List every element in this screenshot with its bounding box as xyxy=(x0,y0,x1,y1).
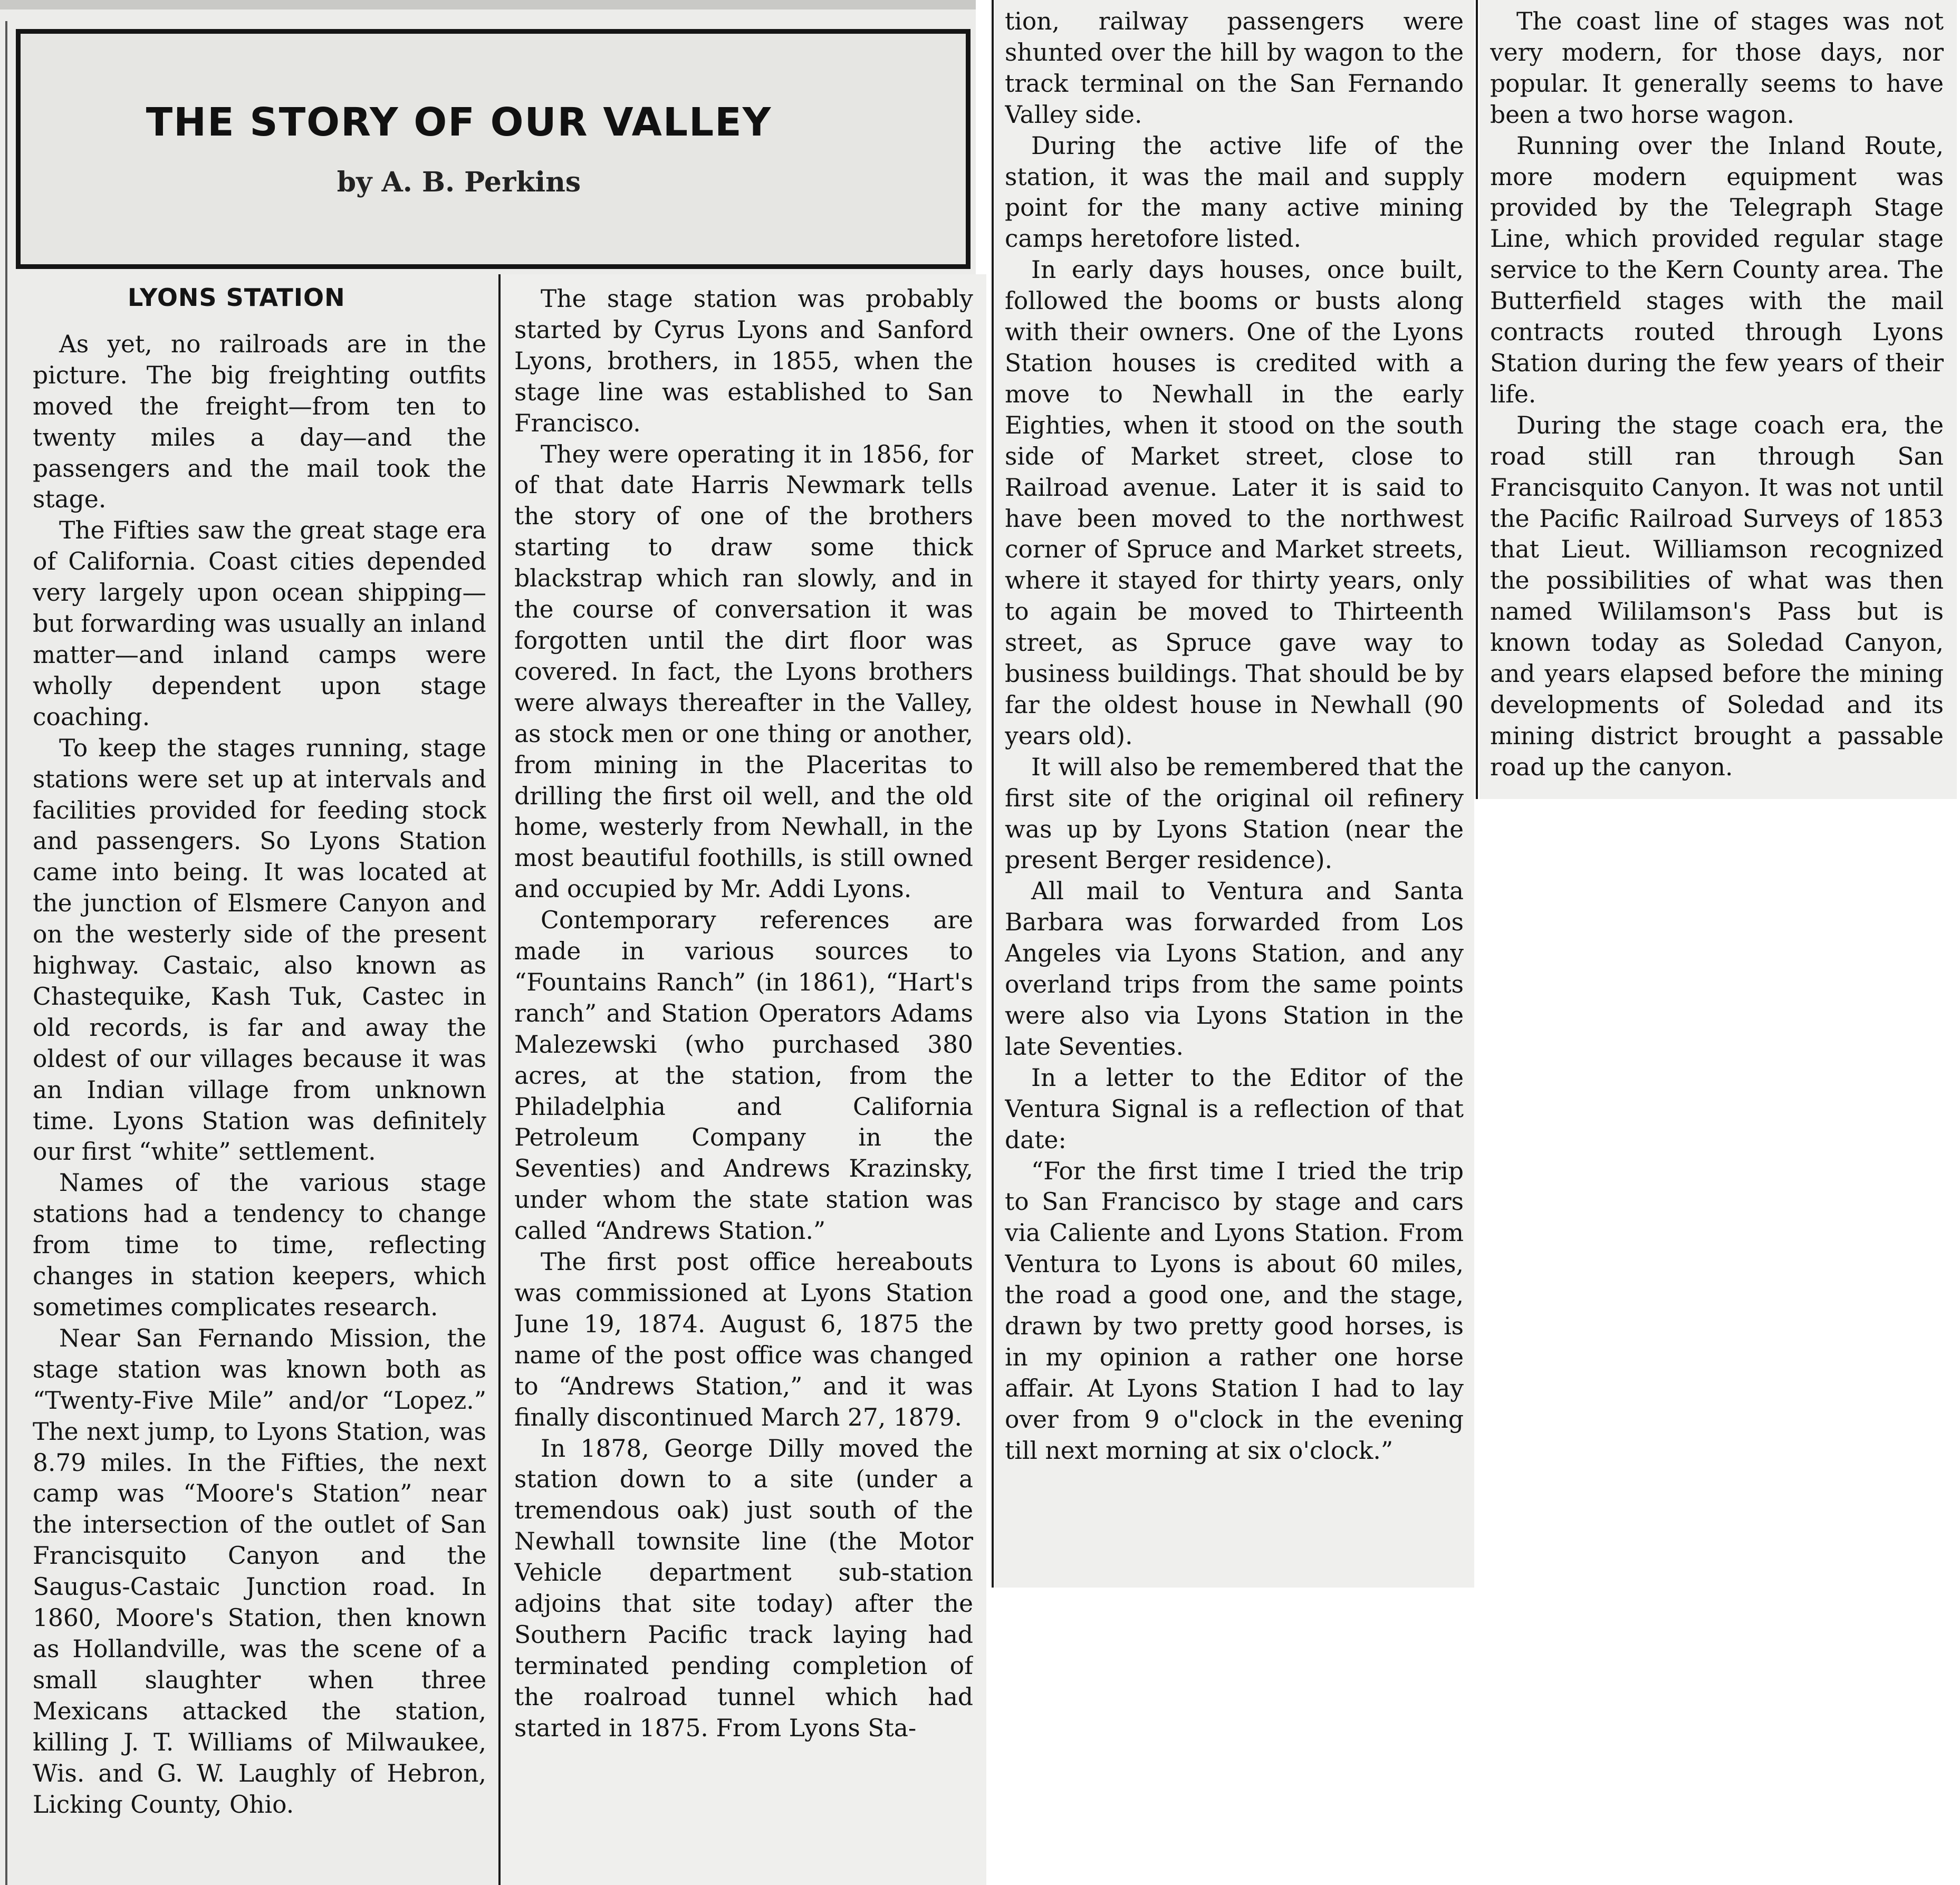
paragraph: Near San Fernando Mission, the stage station was known both as “Twenty-Five Mile” and/or “Lopez.” The next jump, to Lyons Station, was 8.79 miles. In the Fifties, the next camp was “Moore's Station” near the intersection of the outlet of San Francisquito Canyon and the Saugus-Castaic Junction road. In 1860, Moore's Station, then known as Hollandville, was the scene of a small slaughter when three Mexicans attacked the station, killing J. T. Williams of Milwaukee, Wis. and G. W. Laughly of Hebron, Licking County, Ohio. xyxy=(33,1324,486,1819)
article-title: THE STORY OF OUR VALLEY xyxy=(146,100,772,145)
paragraph: The stage station was probably started by Cyrus Lyons and Sanford Lyons, brothers, in 1855, when the stage line was established to San Francisco. xyxy=(514,285,973,437)
paragraph: “For the first time I tried the trip to San Francisco by stage and cars via Caliente and Lyons Station. From Ventura to Lyons is about 60 miles, the road a good one, and the stage, drawn by two pretty good horses, is in my opinion a rather one horse affair. At Lyons Station I had to lay over from 9 o"clock in the evening till next morning at six o'clock.” xyxy=(1005,1157,1464,1465)
paragraph: During the active life of the station, it was the mail and supply point for the many active mining camps heretofore listed. xyxy=(1005,131,1464,253)
paragraph: During the stage coach era, the road still ran through San Francisquito Canyon. It was not until the Pacific Railroad Surveys of 1853 that Lieut. Williamson recognized the possibilities of what was then named Wililamson's Pass but is known today as Soledad Canyon, and years elapsed before the mining developments of Soledad and its mining district brought a passable road up the canyon. xyxy=(1490,411,1944,781)
column-rule xyxy=(5,21,7,1885)
article-column-3 xyxy=(1005,6,1464,1583)
section-subhead: LYONS STATION xyxy=(128,283,345,312)
article-column-2 xyxy=(514,284,973,1882)
paragraph: The Fifties saw the great stage era of California. Coast cities depended very largely upon ocean shipping—but forwarding was usually an inland matter—and inland camps were wholly dependent upon stage coaching. xyxy=(33,516,486,731)
paragraph: As yet, no railroads are in the picture. The big freighting outfits moved the freight—from ten to twenty miles a day—and the passengers and the mail took the stage. xyxy=(33,330,486,514)
paragraph: In early days houses, once built, followed the booms or busts along with their owners. One of the Lyons Station houses is credited with a move to Newhall in the early Eighties, when it stood on the south side of Market street, close to Railroad avenue. Later it is said to have been moved to the northwest corner of Spruce and Market streets, where it stayed for thirty years, only to again be moved to Thirteenth street, as Spruce gave way to business buildings. That should be by far the oldest house in Newhall (90 years old). xyxy=(1005,256,1464,750)
column-rule xyxy=(1476,0,1478,799)
article-column-4 xyxy=(1490,6,1944,795)
column-rule xyxy=(498,274,501,1885)
paragraph: Contemporary references are made in various sources to “Fountains Ranch” (in 1861), “Hart's ranch” and Station Operators Adams Malezewski (who purchased 380 acres, at the station, from the Philadelphia and California Petroleum Company in the Seventies) and Andrews Krazinsky, under whom the state station was called “Andrews Station.” xyxy=(514,906,973,1245)
paragraph: The first post office hereabouts was commissioned at Lyons Station June 19, 1874. August 6, 1875 the name of the post office was changed to “Andrews Station,” and it was finally discontinued March 27, 1879. xyxy=(514,1248,973,1431)
top-strip xyxy=(0,0,976,9)
article-byline: by A. B. Perkins xyxy=(337,166,581,198)
paragraph: It will also be remembered that the first site of the original oil refinery was up by Lyons Station (near the present Berger residence). xyxy=(1005,753,1464,874)
column-rule xyxy=(992,0,994,1588)
paragraph: Running over the Inland Route, more modern equipment was provided by the Telegraph Stage Line, which provided regular stage service to the Kern County area. The Butterfield stages with the mail contracts routed through Lyons Station during the few years of their life. xyxy=(1490,131,1944,408)
paragraph: In 1878, George Dilly moved the station down to a site (under a tremendous oak) just south of the Newhall townsite line (the Motor Vehicle department sub-station adjoins that site today) after the Southern Pacific track laying had terminated pending completion of the roalroad tunnel which had started in 1875. From Lyons Sta- xyxy=(514,1434,973,1742)
paragraph: Names of the various stage stations had a tendency to change from time to time, reflecting changes in station keepers, which sometimes complicates research. xyxy=(33,1169,486,1321)
paragraph: All mail to Ventura and Santa Barbara was forwarded from Los Angeles via Lyons Station, and any overland trips from the same points were also via Lyons Station in the late Seventies. xyxy=(1005,877,1464,1061)
paragraph: To keep the stages running, stage stations were set up at intervals and facilities provided for feeding stock and passengers. So Lyons Station came into being. It was located at the junction of Elsmere Canyon and on the westerly side of the present highway. Castaic, also known as Chastequike, Kash Tuk, Castec in old records, is far and away the oldest of our villages because it was an Indian village from unknown time. Lyons Station was definitely our first “white” settlement. xyxy=(33,734,486,1166)
article-column-1 xyxy=(33,282,486,1883)
paragraph: The coast line of stages was not very modern, for those days, nor popular. It generally seems to have been a two horse wagon. xyxy=(1490,7,1944,129)
paragraph: They were operating it in 1856, for of that date Harris Newmark tells the story of one of the brothers starting to draw some thick blackstrap which ran slowly, and in the course of conversation it was forgotten until the dirt floor was covered. In fact, the Lyons brothers were always thereafter in the Valley, as stock men or one thing or another, from mining in the Placeritas to drilling the first oil well, and the old home, westerly from Newhall, in the most beautiful foothills, is still owned and occupied by Mr. Addi Lyons. xyxy=(514,440,973,903)
header-box xyxy=(16,29,971,269)
paragraph: In a letter to the Editor of the Ventura Signal is a reflection of that date: xyxy=(1005,1063,1464,1154)
paragraph: tion, railway passengers were shunted over the hill by wagon to the track terminal on the San Fernando Valley side. xyxy=(1005,7,1464,129)
